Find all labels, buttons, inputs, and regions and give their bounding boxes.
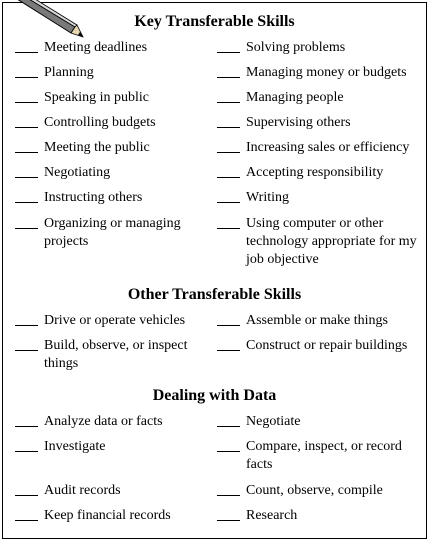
checklist-item[interactable] bbox=[217, 164, 425, 182]
checklist-item[interactable] bbox=[217, 438, 407, 474]
checklist-item[interactable] bbox=[15, 64, 211, 82]
item-label: Assemble or make things bbox=[246, 313, 388, 328]
checkbox-blank[interactable] bbox=[217, 507, 240, 521]
item-label: Meeting deadlines bbox=[44, 40, 148, 55]
item-label: Instructing others bbox=[44, 190, 143, 205]
checklist-item[interactable] bbox=[217, 39, 425, 57]
checkbox-blank[interactable] bbox=[217, 139, 240, 153]
checklist-item[interactable] bbox=[15, 39, 211, 57]
checklist-item[interactable] bbox=[15, 413, 211, 431]
checklist-item[interactable] bbox=[15, 215, 185, 251]
checkbox-blank[interactable] bbox=[15, 312, 38, 326]
item-label: Negotiating bbox=[44, 165, 111, 180]
checklist-item[interactable] bbox=[15, 189, 211, 207]
section-title-dealing-with-data: Dealing with Data bbox=[152, 387, 277, 404]
item-label: Planning bbox=[44, 65, 94, 80]
checkbox-blank[interactable] bbox=[15, 189, 38, 203]
item-label: Managing people bbox=[246, 90, 344, 105]
checklist-item[interactable] bbox=[15, 507, 211, 525]
checkbox-blank[interactable] bbox=[217, 39, 240, 53]
checkbox-blank[interactable] bbox=[15, 215, 38, 229]
checkbox-blank[interactable] bbox=[15, 164, 38, 178]
item-label: Construct or repair buildings bbox=[246, 338, 408, 353]
checkbox-blank[interactable] bbox=[217, 114, 240, 128]
item-label: Supervising others bbox=[246, 115, 351, 130]
checkbox-blank[interactable] bbox=[217, 89, 240, 103]
item-label: Analyze data or facts bbox=[44, 414, 163, 429]
item-label: Audit records bbox=[44, 483, 121, 498]
item-label: Solving problems bbox=[246, 40, 346, 55]
item-label: Speaking in public bbox=[44, 90, 149, 105]
checklist-item[interactable] bbox=[217, 507, 425, 525]
checklist-item[interactable] bbox=[217, 189, 425, 207]
checkbox-blank[interactable] bbox=[15, 337, 38, 351]
section-title-other-skills: Other Transferable Skills bbox=[127, 286, 302, 303]
checkbox-blank[interactable] bbox=[217, 64, 240, 78]
checkbox-blank[interactable] bbox=[15, 64, 38, 78]
checklist-item[interactable] bbox=[15, 337, 201, 373]
checkbox-blank[interactable] bbox=[15, 39, 38, 53]
section-title-key-skills: Key Transferable Skills bbox=[134, 13, 295, 30]
checkbox-blank[interactable] bbox=[217, 482, 240, 496]
checkbox-blank[interactable] bbox=[15, 139, 38, 153]
checkbox-blank[interactable] bbox=[15, 114, 38, 128]
item-label: Research bbox=[246, 508, 298, 523]
checklist-item[interactable] bbox=[217, 64, 425, 82]
checkbox-blank[interactable] bbox=[217, 215, 240, 229]
checklist-item[interactable] bbox=[217, 312, 425, 330]
checkbox-blank[interactable] bbox=[217, 438, 240, 452]
checklist-item[interactable] bbox=[15, 482, 211, 500]
checkbox-blank[interactable] bbox=[217, 189, 240, 203]
checklist-item[interactable] bbox=[217, 114, 425, 132]
checklist-item[interactable] bbox=[15, 114, 211, 132]
checkbox-blank[interactable] bbox=[15, 482, 38, 496]
checkbox-blank[interactable] bbox=[15, 438, 38, 452]
checkbox-blank[interactable] bbox=[15, 413, 38, 427]
checkbox-blank[interactable] bbox=[217, 164, 240, 178]
item-label: Keep financial records bbox=[44, 508, 171, 523]
checklist-item[interactable] bbox=[15, 139, 211, 157]
checklist-item[interactable] bbox=[217, 139, 425, 157]
item-label: Using computer or other technology appropriate for my job objective bbox=[246, 216, 417, 267]
checklist-item[interactable] bbox=[15, 164, 211, 182]
item-label: Accepting responsibility bbox=[246, 165, 384, 180]
item-label: Meeting the public bbox=[44, 140, 150, 155]
checkbox-blank[interactable] bbox=[15, 507, 38, 521]
checklist-item[interactable] bbox=[217, 482, 425, 500]
checklist-item[interactable] bbox=[217, 215, 417, 269]
checkbox-blank[interactable] bbox=[217, 312, 240, 326]
item-label: Investigate bbox=[44, 439, 106, 454]
checklist-item[interactable] bbox=[217, 413, 425, 431]
checklist-item[interactable] bbox=[15, 438, 211, 456]
item-label: Negotiate bbox=[246, 414, 301, 429]
checklist-item[interactable] bbox=[15, 89, 211, 107]
skills-checklist bbox=[2, 2, 427, 539]
item-label: Count, observe, compile bbox=[246, 483, 383, 498]
item-label: Increasing sales or efficiency bbox=[246, 140, 410, 155]
checklist-item[interactable] bbox=[217, 89, 425, 107]
item-label: Organizing or managing projects bbox=[44, 216, 181, 249]
item-label: Controlling budgets bbox=[44, 115, 156, 130]
item-label: Drive or operate vehicles bbox=[44, 313, 186, 328]
item-label: Managing money or budgets bbox=[246, 65, 407, 80]
item-label: Writing bbox=[246, 190, 289, 205]
checkbox-blank[interactable] bbox=[217, 413, 240, 427]
checkbox-blank[interactable] bbox=[15, 89, 38, 103]
item-label: Compare, inspect, or record facts bbox=[246, 439, 402, 472]
checkbox-blank[interactable] bbox=[217, 337, 240, 351]
item-label: Build, observe, or inspect things bbox=[44, 338, 188, 371]
checklist-item[interactable] bbox=[217, 337, 425, 355]
checklist-item[interactable] bbox=[15, 312, 211, 330]
